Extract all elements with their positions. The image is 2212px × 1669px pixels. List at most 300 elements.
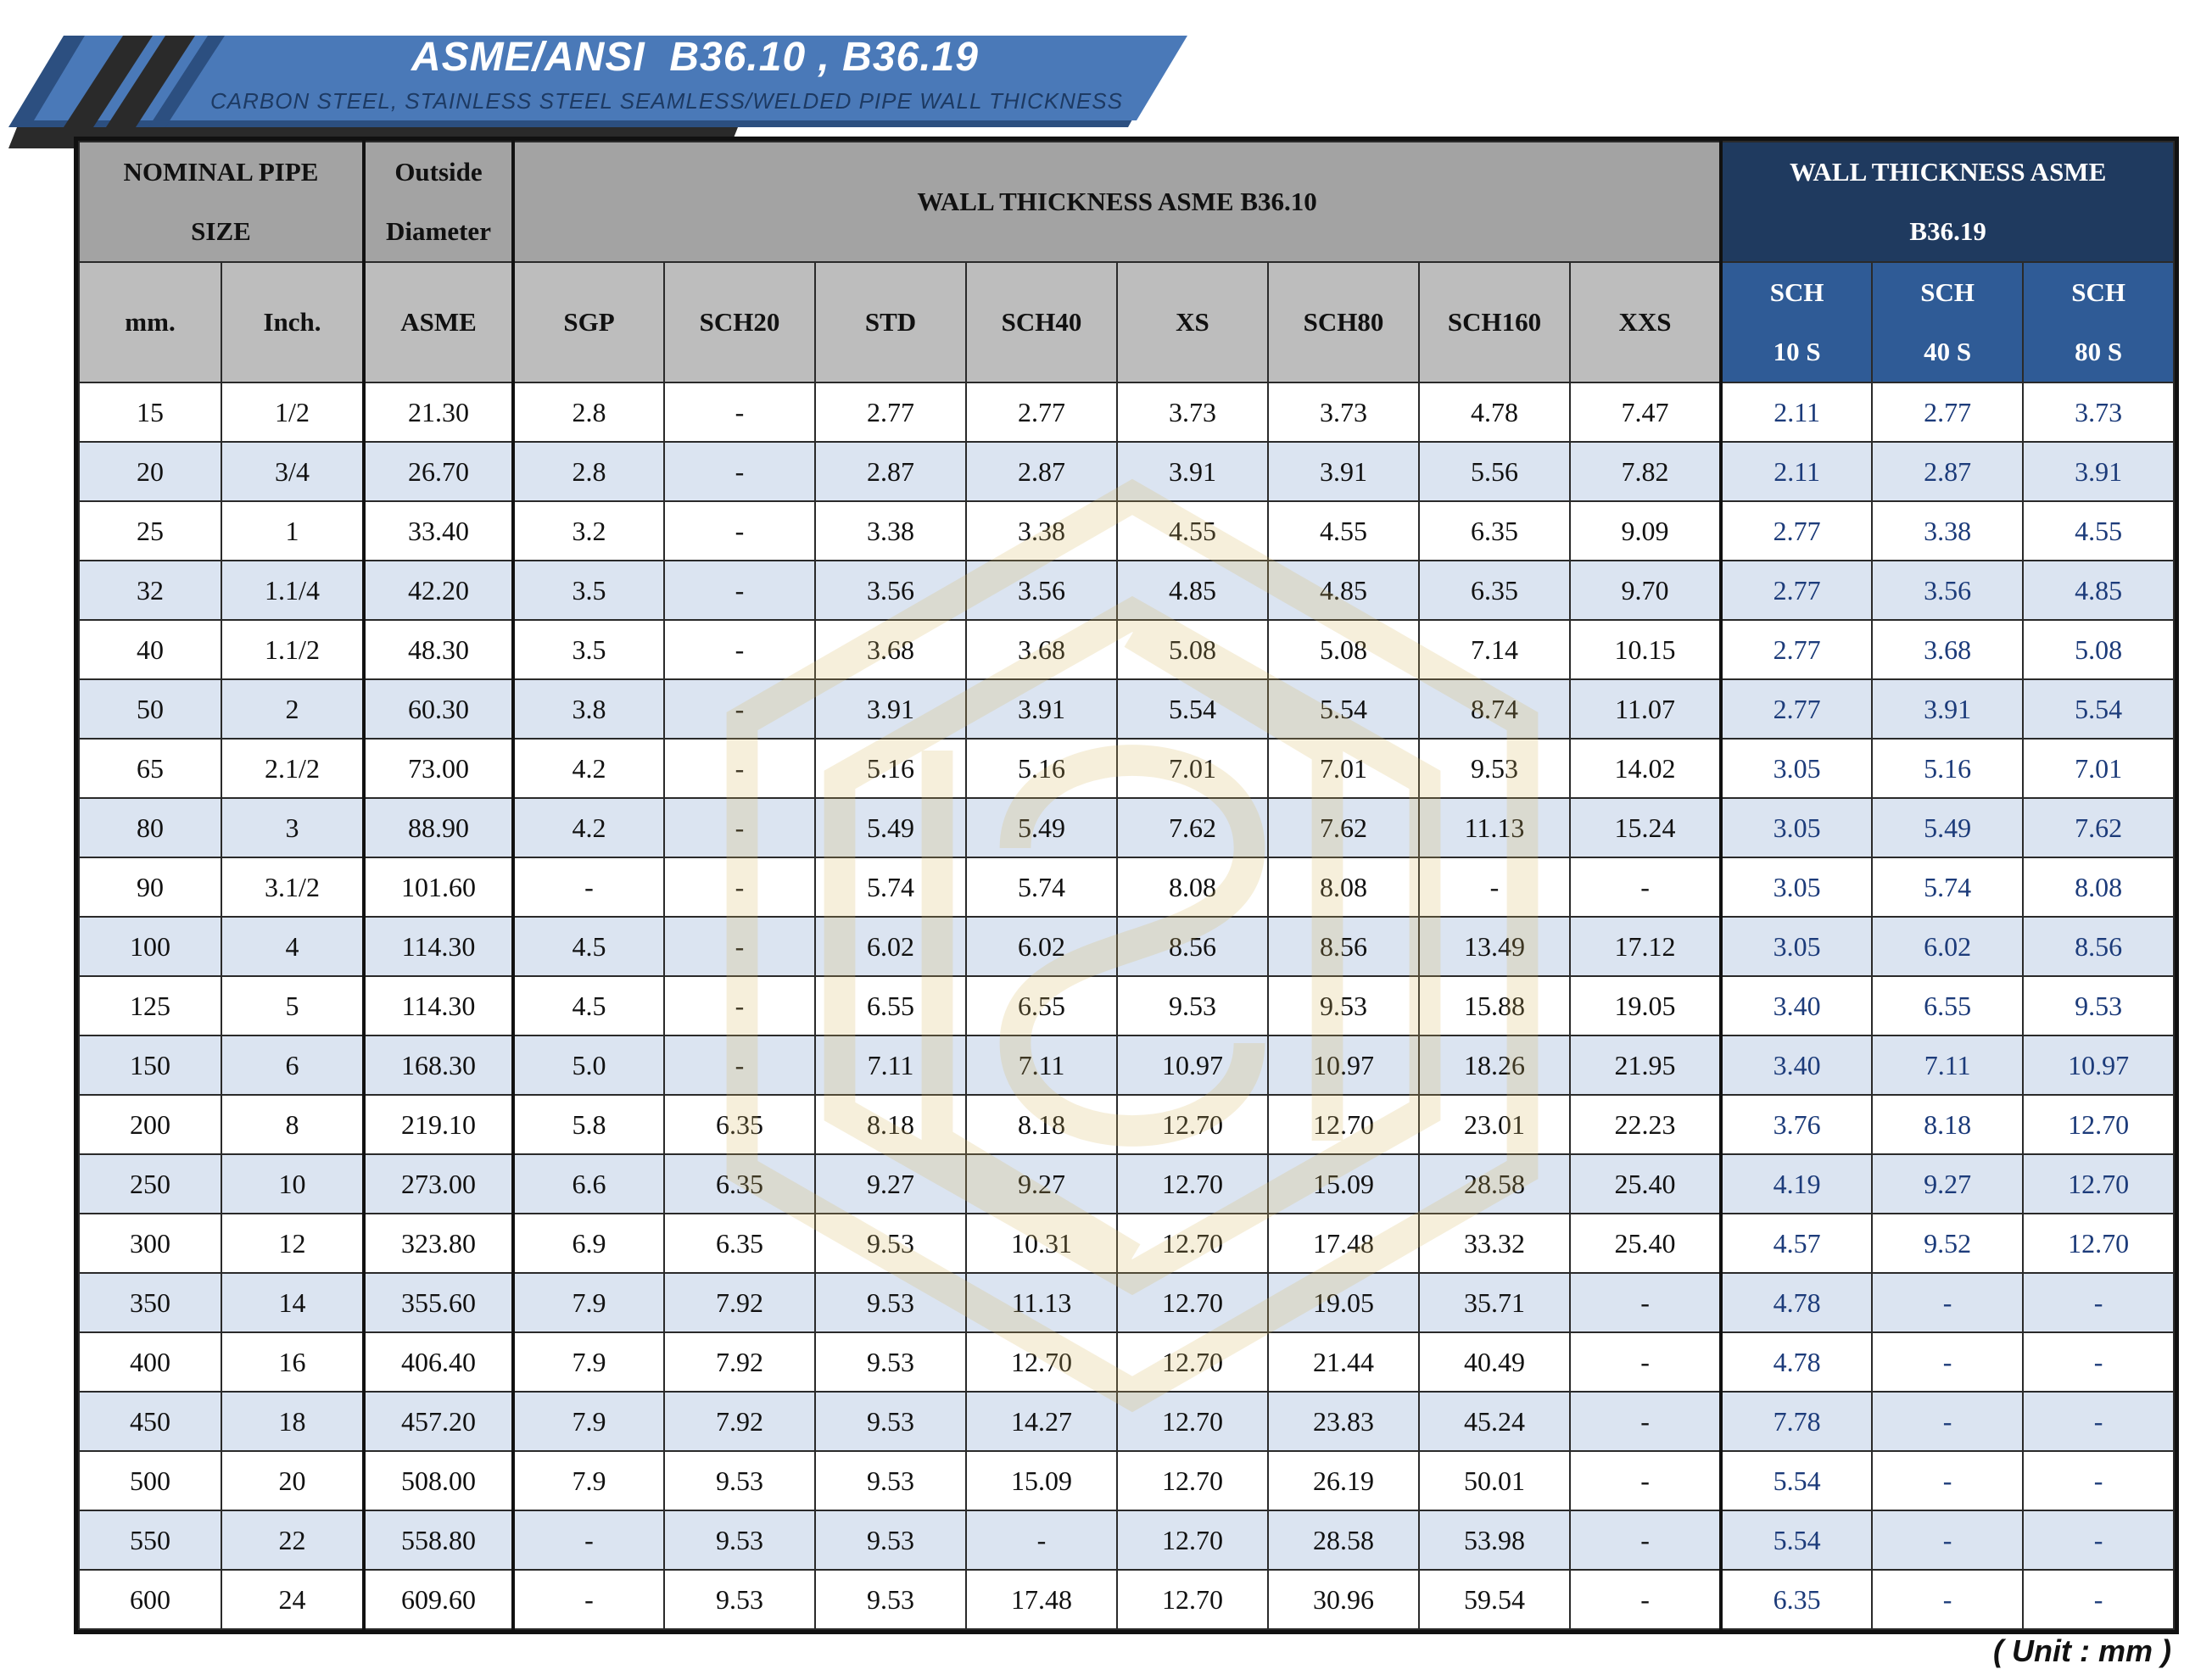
table-cell: -: [664, 917, 815, 976]
table-cell: 12.70: [1117, 1392, 1268, 1451]
table-cell: 7.62: [1117, 798, 1268, 857]
table-cell: 500: [79, 1451, 221, 1510]
table-cell: 28.58: [1419, 1154, 1570, 1214]
table-cell: 6.02: [966, 917, 1117, 976]
table-cell: 6: [221, 1035, 364, 1095]
table-cell: 8.08: [2023, 857, 2174, 917]
table-cell: 14.02: [1570, 739, 1721, 798]
table-cell: 8.08: [1268, 857, 1419, 917]
table-cell: -: [513, 1510, 664, 1570]
table-cell: 11.07: [1570, 679, 1721, 739]
col-sch80: SCH80: [1268, 262, 1419, 382]
table-cell: 65: [79, 739, 221, 798]
table-cell: 25.40: [1570, 1214, 1721, 1273]
table-cell: 600: [79, 1570, 221, 1629]
col-xxs: XXS: [1570, 262, 1721, 382]
col-sch10s: [1721, 262, 1872, 382]
table-cell: 150: [79, 1035, 221, 1095]
col-mm: mm.: [79, 262, 221, 382]
table-cell: 18.26: [1419, 1035, 1570, 1095]
table-cell: 9.53: [1268, 976, 1419, 1035]
table-cell: 3.38: [815, 501, 966, 561]
table-cell: 4.5: [513, 976, 664, 1035]
table-cell: 12.70: [1117, 1154, 1268, 1214]
table-cell: 12.70: [1117, 1273, 1268, 1332]
table-cell: 5.8: [513, 1095, 664, 1154]
table-row: [79, 561, 2174, 620]
b3610-header: WALL THICKNESS ASME B36.10: [513, 142, 1721, 262]
table-cell: 8.56: [1117, 917, 1268, 976]
od-line1: Outside: [394, 157, 483, 187]
table-cell: 7.92: [664, 1273, 815, 1332]
table-cell: -: [1570, 1510, 1721, 1570]
table-cell: -: [664, 561, 815, 620]
table-row: [79, 1095, 2174, 1154]
table-cell: 17.12: [1570, 917, 1721, 976]
table-row: [79, 1510, 2174, 1570]
table-cell: 4.85: [1117, 561, 1268, 620]
table-cell: 250: [79, 1154, 221, 1214]
table-cell: 3.73: [1268, 382, 1419, 442]
table-cell: 7.78: [1721, 1392, 1872, 1451]
table-cell: 11.13: [1419, 798, 1570, 857]
table-cell: 12.70: [2023, 1154, 2174, 1214]
table-cell: 3.8: [513, 679, 664, 739]
col-sch160: SCH160: [1419, 262, 1570, 382]
table-cell: 114.30: [364, 917, 513, 976]
table-cell: -: [664, 1035, 815, 1095]
table-cell: -: [1872, 1332, 2023, 1392]
table-cell: 42.20: [364, 561, 513, 620]
table-cell: 9.53: [1117, 976, 1268, 1035]
table-cell: 2.77: [1721, 501, 1872, 561]
table-cell: 2.77: [1721, 620, 1872, 679]
table-cell: 5.49: [815, 798, 966, 857]
table-cell: 25.40: [1570, 1154, 1721, 1214]
table-cell: 2.77: [966, 382, 1117, 442]
sch10s-line1: SCH: [1769, 277, 1824, 307]
b3619-header: [1721, 142, 2174, 262]
table-cell: 9.53: [1419, 739, 1570, 798]
table-cell: -: [1570, 1451, 1721, 1510]
table-cell: 3.56: [966, 561, 1117, 620]
nominal-pipe-size-header: [79, 142, 364, 262]
table-cell: 19.05: [1268, 1273, 1419, 1332]
table-cell: 5.54: [1117, 679, 1268, 739]
table-cell: 11.13: [966, 1273, 1117, 1332]
table-cell: 20: [221, 1451, 364, 1510]
table-cell: 2.87: [966, 442, 1117, 501]
table-cell: 4.57: [1721, 1214, 1872, 1273]
table-cell: 7.62: [2023, 798, 2174, 857]
table-cell: -: [513, 857, 664, 917]
table-cell: 15.24: [1570, 798, 1721, 857]
table-cell: 7.01: [1117, 739, 1268, 798]
table-cell: -: [513, 1570, 664, 1629]
table-cell: 13.49: [1419, 917, 1570, 976]
table-cell: 5.08: [2023, 620, 2174, 679]
table-cell: 6.55: [966, 976, 1117, 1035]
table-cell: 3.91: [1268, 442, 1419, 501]
table-cell: 23.83: [1268, 1392, 1419, 1451]
table-cell: 16: [221, 1332, 364, 1392]
table-cell: 7.62: [1268, 798, 1419, 857]
table-cell: 35.71: [1419, 1273, 1570, 1332]
table-cell: 21.30: [364, 382, 513, 442]
table-cell: 9.53: [815, 1214, 966, 1273]
table-cell: 9.53: [2023, 976, 2174, 1035]
table-cell: 3.91: [966, 679, 1117, 739]
table-cell: 5.54: [1268, 679, 1419, 739]
table-cell: 4.2: [513, 798, 664, 857]
table-cell: 3.91: [1117, 442, 1268, 501]
table-cell: 4.2: [513, 739, 664, 798]
table-cell: 15.88: [1419, 976, 1570, 1035]
table-row: [79, 976, 2174, 1035]
table-cell: 7.01: [1268, 739, 1419, 798]
table-cell: 558.80: [364, 1510, 513, 1570]
table-row: [79, 679, 2174, 739]
table-cell: 7.47: [1570, 382, 1721, 442]
table-cell: 125: [79, 976, 221, 1035]
table-cell: 8.56: [2023, 917, 2174, 976]
table-cell: 3.76: [1721, 1095, 1872, 1154]
table-cell: 22.23: [1570, 1095, 1721, 1154]
table-cell: 7.11: [1872, 1035, 2023, 1095]
table-row: [79, 442, 2174, 501]
table-cell: 6.35: [664, 1095, 815, 1154]
table-cell: -: [664, 798, 815, 857]
table-cell: 9.27: [1872, 1154, 2023, 1214]
table-row: [79, 739, 2174, 798]
table-cell: 8: [221, 1095, 364, 1154]
table-cell: 6.55: [815, 976, 966, 1035]
table-cell: 12.70: [2023, 1214, 2174, 1273]
table-row: [79, 1570, 2174, 1629]
table-cell: 33.32: [1419, 1214, 1570, 1273]
table-cell: 508.00: [364, 1451, 513, 1510]
table-cell: 9.53: [664, 1510, 815, 1570]
table-cell: 7.9: [513, 1332, 664, 1392]
table-row: [79, 382, 2174, 442]
table-cell: 60.30: [364, 679, 513, 739]
table-cell: 200: [79, 1095, 221, 1154]
table-cell: 7.11: [815, 1035, 966, 1095]
table-cell: -: [664, 382, 815, 442]
table-cell: 59.54: [1419, 1570, 1570, 1629]
banner-title: ASME/ANSI B36.10 , B36.19: [411, 35, 979, 80]
table-cell: -: [1872, 1392, 2023, 1451]
table-row: [79, 1154, 2174, 1214]
table-cell: 4.55: [1268, 501, 1419, 561]
table-cell: 50.01: [1419, 1451, 1570, 1510]
table-cell: 7.9: [513, 1392, 664, 1451]
table-cell: 5.08: [1268, 620, 1419, 679]
col-sch40: SCH40: [966, 262, 1117, 382]
table-cell: 4.78: [1721, 1273, 1872, 1332]
table-cell: 101.60: [364, 857, 513, 917]
col-sch20: SCH20: [664, 262, 815, 382]
banner-subtitle: CARBON STEEL, STAINLESS STEEL SEAMLESS/WELDED PIPE WALL THICKNESS: [210, 88, 1123, 114]
table-cell: 3.68: [1872, 620, 2023, 679]
table-cell: 30.96: [1268, 1570, 1419, 1629]
table-row: [79, 1214, 2174, 1273]
outside-diameter-header: [364, 142, 513, 262]
table-cell: 450: [79, 1392, 221, 1451]
table-cell: 6.35: [664, 1214, 815, 1273]
table-cell: 12.70: [2023, 1095, 2174, 1154]
table-cell: 40.49: [1419, 1332, 1570, 1392]
table-cell: 5.08: [1117, 620, 1268, 679]
table-cell: 2.87: [815, 442, 966, 501]
table-cell: 5.16: [966, 739, 1117, 798]
table-cell: 2.8: [513, 382, 664, 442]
sch80s-line1: SCH: [2071, 277, 2125, 307]
table-cell: 21.95: [1570, 1035, 1721, 1095]
table-cell: 7.9: [513, 1273, 664, 1332]
table-cell: 5.49: [1872, 798, 2023, 857]
table-cell: 10.97: [1117, 1035, 1268, 1095]
table-cell: 6.35: [1721, 1570, 1872, 1629]
table-body: [79, 382, 2174, 1629]
table-cell: 5.56: [1419, 442, 1570, 501]
table-cell: 1.1/2: [221, 620, 364, 679]
col-sch40s: [1872, 262, 2023, 382]
col-xs: XS: [1117, 262, 1268, 382]
table-cell: 15.09: [1268, 1154, 1419, 1214]
table-cell: 3.40: [1721, 1035, 1872, 1095]
table-cell: 9.53: [664, 1451, 815, 1510]
table-cell: 3.56: [1872, 561, 2023, 620]
table-row: [79, 1451, 2174, 1510]
table-cell: 9.27: [966, 1154, 1117, 1214]
table-cell: 15.09: [966, 1451, 1117, 1510]
od-line2: Diameter: [386, 216, 491, 246]
table-cell: 10.31: [966, 1214, 1117, 1273]
table-cell: 23.01: [1419, 1095, 1570, 1154]
table-cell: 457.20: [364, 1392, 513, 1451]
table-cell: 9.53: [815, 1392, 966, 1451]
table-cell: 18: [221, 1392, 364, 1451]
table-cell: -: [1872, 1510, 2023, 1570]
table-cell: 12.70: [1117, 1451, 1268, 1510]
table-cell: 3.05: [1721, 857, 1872, 917]
table-cell: 45.24: [1419, 1392, 1570, 1451]
table-cell: -: [1872, 1451, 2023, 1510]
table-cell: -: [1570, 1570, 1721, 1629]
table-cell: 4.55: [2023, 501, 2174, 561]
table-cell: 3.5: [513, 561, 664, 620]
sch10s-line2: 10 S: [1773, 337, 1821, 366]
table-cell: 22: [221, 1510, 364, 1570]
table-cell: 25: [79, 501, 221, 561]
nominal-line1: NOMINAL PIPE: [123, 157, 319, 187]
table-cell: 73.00: [364, 739, 513, 798]
col-inch: Inch.: [221, 262, 364, 382]
table-cell: 5.74: [966, 857, 1117, 917]
table-cell: 9.53: [664, 1570, 815, 1629]
table-cell: 3/4: [221, 442, 364, 501]
table-cell: -: [2023, 1273, 2174, 1332]
table-cell: 40: [79, 620, 221, 679]
col-sch80s: [2023, 262, 2174, 382]
table-cell: 1: [221, 501, 364, 561]
table-cell: 8.08: [1117, 857, 1268, 917]
table-cell: 7.14: [1419, 620, 1570, 679]
table-cell: -: [2023, 1570, 2174, 1629]
table-row: [79, 798, 2174, 857]
table-cell: 7.92: [664, 1332, 815, 1392]
table-cell: 406.40: [364, 1332, 513, 1392]
table-cell: 4.85: [1268, 561, 1419, 620]
table-cell: 2.87: [1872, 442, 2023, 501]
table-cell: 5.16: [1872, 739, 2023, 798]
table-cell: 2.77: [1872, 382, 2023, 442]
table-cell: 4.78: [1419, 382, 1570, 442]
table-cell: 26.19: [1268, 1451, 1419, 1510]
table-cell: 14.27: [966, 1392, 1117, 1451]
col-sgp: SGP: [513, 262, 664, 382]
table-cell: 2.77: [1721, 561, 1872, 620]
table-cell: 2.77: [815, 382, 966, 442]
table-row: [79, 620, 2174, 679]
table-cell: 7.01: [2023, 739, 2174, 798]
table-cell: 6.02: [815, 917, 966, 976]
table-cell: 33.40: [364, 501, 513, 561]
table-cell: -: [1872, 1570, 2023, 1629]
table-cell: -: [1872, 1273, 2023, 1332]
nominal-line2: SIZE: [191, 216, 251, 246]
table-row: [79, 1273, 2174, 1332]
table-cell: 300: [79, 1214, 221, 1273]
table-cell: -: [966, 1510, 1117, 1570]
table-cell: 2.11: [1721, 382, 1872, 442]
table-cell: -: [2023, 1451, 2174, 1510]
table-cell: 3.1/2: [221, 857, 364, 917]
table-cell: 2.77: [1721, 679, 1872, 739]
table-cell: 7.9: [513, 1451, 664, 1510]
table-cell: 3.38: [966, 501, 1117, 561]
table-cell: 323.80: [364, 1214, 513, 1273]
table-cell: 3.2: [513, 501, 664, 561]
table-cell: 28.58: [1268, 1510, 1419, 1570]
table-cell: 12.70: [1117, 1214, 1268, 1273]
table-cell: 53.98: [1419, 1510, 1570, 1570]
table-cell: 8.18: [966, 1095, 1117, 1154]
table-cell: 6.9: [513, 1214, 664, 1273]
table-cell: -: [664, 739, 815, 798]
table-cell: -: [2023, 1332, 2174, 1392]
table-cell: 3.91: [815, 679, 966, 739]
table-cell: 5.54: [1721, 1510, 1872, 1570]
table-cell: 17.48: [966, 1570, 1117, 1629]
table-cell: 273.00: [364, 1154, 513, 1214]
table-cell: 4.78: [1721, 1332, 1872, 1392]
table-cell: 8.74: [1419, 679, 1570, 739]
table-cell: 24: [221, 1570, 364, 1629]
table-cell: 400: [79, 1332, 221, 1392]
table-cell: 12.70: [1268, 1095, 1419, 1154]
table-cell: -: [664, 620, 815, 679]
table-cell: 6.35: [1419, 501, 1570, 561]
table-cell: 88.90: [364, 798, 513, 857]
table-cell: 609.60: [364, 1570, 513, 1629]
table-cell: 350: [79, 1273, 221, 1332]
table-cell: 12.70: [1117, 1570, 1268, 1629]
table-cell: -: [1570, 1273, 1721, 1332]
table-cell: 8.18: [815, 1095, 966, 1154]
table-cell: 3.73: [2023, 382, 2174, 442]
table-cell: 6.55: [1872, 976, 2023, 1035]
table-cell: 9.53: [815, 1273, 966, 1332]
table-row: [79, 917, 2174, 976]
table-cell: 2: [221, 679, 364, 739]
table-cell: 3.05: [1721, 917, 1872, 976]
table-cell: 10.97: [2023, 1035, 2174, 1095]
table-cell: -: [664, 976, 815, 1035]
table-cell: 168.30: [364, 1035, 513, 1095]
table-cell: 2.11: [1721, 442, 1872, 501]
table-cell: 1.1/4: [221, 561, 364, 620]
table-cell: 26.70: [364, 442, 513, 501]
table-cell: 4.55: [1117, 501, 1268, 561]
table-cell: 7.11: [966, 1035, 1117, 1095]
table-row: [79, 1332, 2174, 1392]
table-cell: 4.5: [513, 917, 664, 976]
b3619-line2: B36.19: [1909, 216, 1986, 246]
title-banner: [0, 0, 1204, 153]
table-cell: 19.05: [1570, 976, 1721, 1035]
table-row: [79, 857, 2174, 917]
table-cell: 3: [221, 798, 364, 857]
table-cell: 50: [79, 679, 221, 739]
table-cell: -: [2023, 1392, 2174, 1451]
table-cell: -: [1570, 1392, 1721, 1451]
table-cell: 12.70: [1117, 1332, 1268, 1392]
table-cell: 5.74: [1872, 857, 2023, 917]
b3619-line1: WALL THICKNESS ASME: [1789, 157, 2107, 187]
table-cell: 14: [221, 1273, 364, 1332]
table-cell: 3.38: [1872, 501, 2023, 561]
table-cell: 9.53: [815, 1451, 966, 1510]
table-cell: 9.27: [815, 1154, 966, 1214]
table-cell: 3.68: [815, 620, 966, 679]
table-cell: 8.56: [1268, 917, 1419, 976]
table-cell: 21.44: [1268, 1332, 1419, 1392]
table-cell: 9.53: [815, 1510, 966, 1570]
table-cell: 5.74: [815, 857, 966, 917]
table-cell: 550: [79, 1510, 221, 1570]
table-cell: 3.05: [1721, 798, 1872, 857]
table-cell: 5.54: [2023, 679, 2174, 739]
table-cell: 4: [221, 917, 364, 976]
table-cell: 9.70: [1570, 561, 1721, 620]
sch40s-line1: SCH: [1920, 277, 1975, 307]
table-cell: 10: [221, 1154, 364, 1214]
table-cell: 1/2: [221, 382, 364, 442]
table-cell: 5.16: [815, 739, 966, 798]
table-cell: 9.09: [1570, 501, 1721, 561]
table-cell: 12.70: [1117, 1095, 1268, 1154]
sch80s-line2: 80 S: [2075, 337, 2123, 366]
table-cell: 7.92: [664, 1392, 815, 1451]
table-cell: 2.8: [513, 442, 664, 501]
table-cell: 3.68: [966, 620, 1117, 679]
table-cell: 4.85: [2023, 561, 2174, 620]
table-cell: 3.5: [513, 620, 664, 679]
table-cell: 3.73: [1117, 382, 1268, 442]
table-cell: 10.97: [1268, 1035, 1419, 1095]
